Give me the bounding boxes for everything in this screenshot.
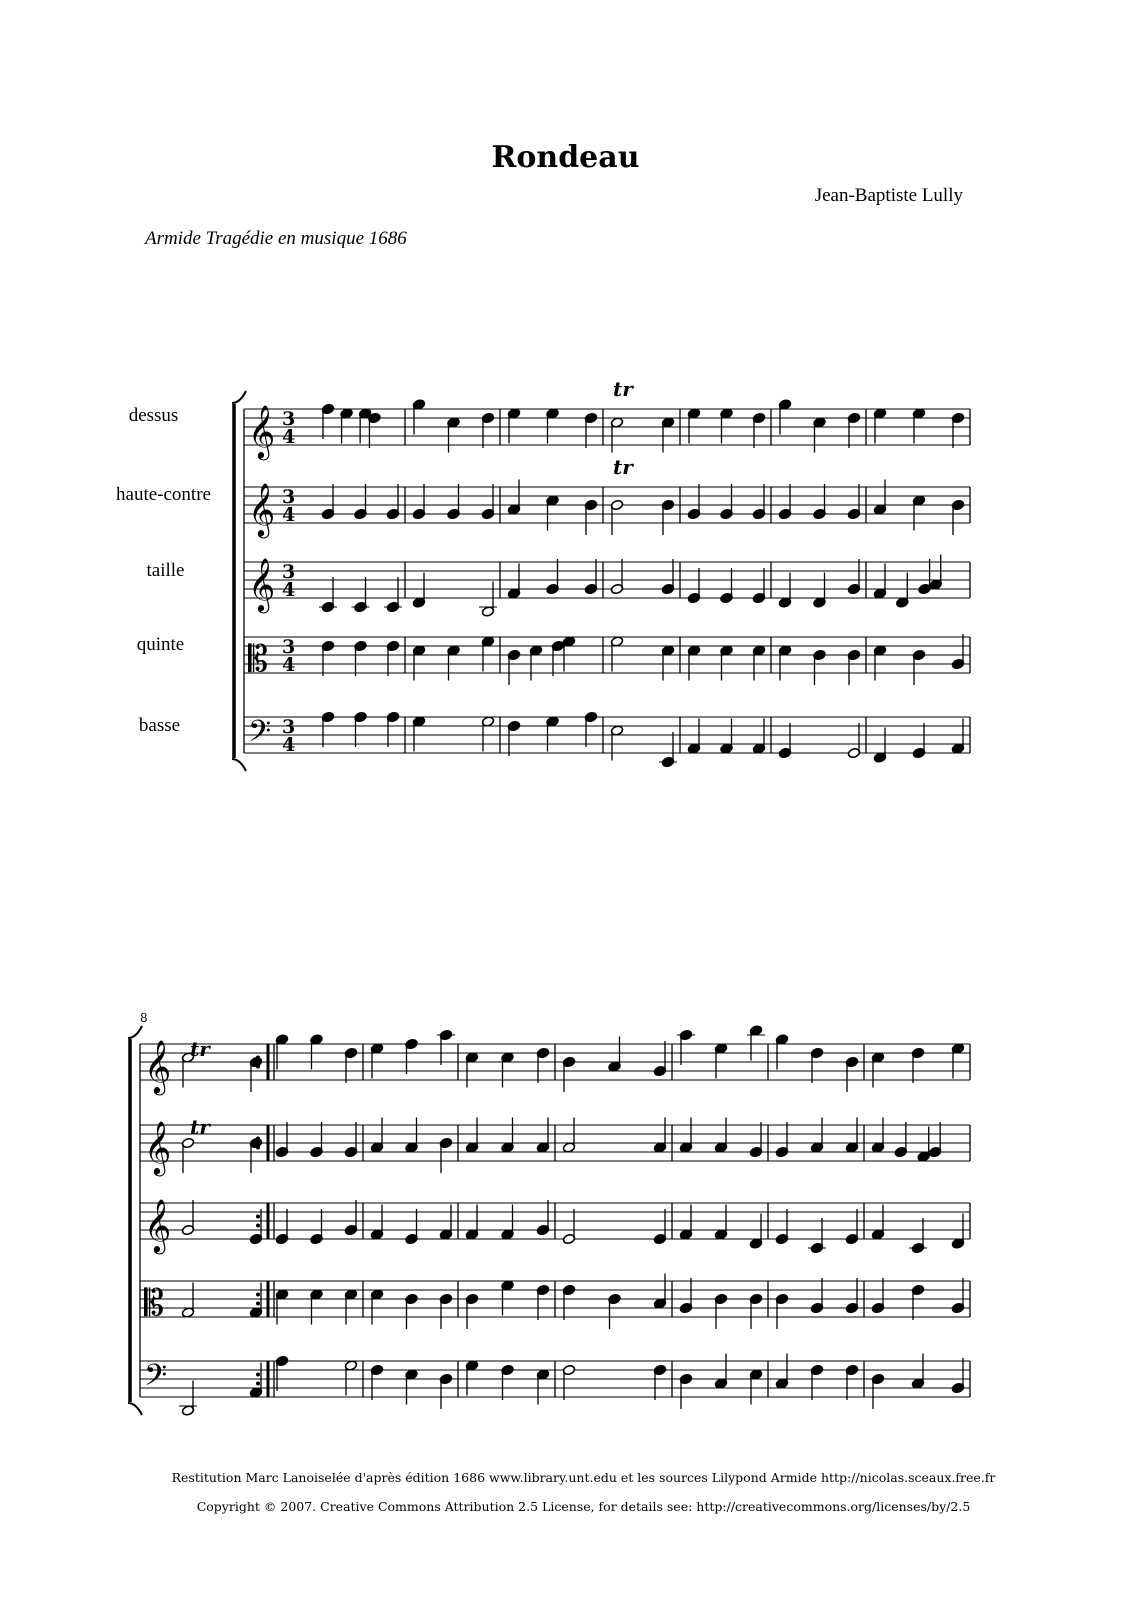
score-system-1 — [232, 377, 970, 771]
time-signature-top: 3 — [282, 408, 296, 430]
treble-clef-icon: 𝄞 — [248, 482, 276, 536]
time-signature-top: 3 — [282, 561, 296, 583]
time-signature-top: 3 — [282, 716, 296, 738]
time-signature-bottom: 4 — [282, 504, 296, 526]
repeat-dot — [256, 1065, 260, 1069]
time-signature-top: 3 — [282, 486, 296, 508]
score-system-2 — [128, 1011, 970, 1416]
instrument-label-quinte: quinte — [136, 634, 185, 655]
alto-clef-icon: 𝄡 — [248, 639, 269, 680]
treble-clef-icon: 𝄞 — [248, 557, 276, 611]
trill-ornament: tr — [613, 455, 633, 479]
composer: Jean-Baptiste Lully — [814, 185, 963, 206]
bass-clef-icon: 𝄢 — [248, 715, 272, 756]
repeat-dot — [256, 1215, 260, 1219]
trill-ornament: tr — [190, 1115, 210, 1139]
time-signature-top: 3 — [282, 636, 296, 658]
time-signature-bottom: 4 — [282, 426, 296, 448]
repeat-dot — [256, 1382, 260, 1386]
time-signature-bottom: 4 — [282, 579, 296, 601]
repeat-dot — [256, 1373, 260, 1377]
footer-source-note: Restitution Marc Lanoiselée d'après édition 1686 www.library.unt.edu et les sources Lilypond Armide http://nicolas.sceaux.free.fr — [171, 1470, 996, 1485]
repeat-dot — [256, 1302, 260, 1306]
time-signature-bottom: 4 — [282, 734, 296, 756]
treble-clef-icon: 𝄞 — [144, 1039, 172, 1093]
treble-clef-icon: 𝄞 — [144, 1120, 172, 1174]
trill-ornament: tr — [190, 1037, 210, 1061]
repeat-dot — [256, 1224, 260, 1228]
repeat-dot — [256, 1293, 260, 1297]
repeat-dot — [256, 1146, 260, 1150]
bass-clef-icon: 𝄢 — [144, 1359, 168, 1400]
footer-copyright: Copyright © 2007. Creative Commons Attribution 2.5 License, for details see: http://creativecommons.org/licenses/by/2.5 — [196, 1499, 971, 1514]
bracket-bottom-curl — [128, 1403, 142, 1415]
page-title: Rondeau — [491, 140, 640, 175]
treble-clef-icon: 𝄞 — [144, 1198, 172, 1252]
repeat-dot — [256, 1137, 260, 1141]
time-signature-bottom: 4 — [282, 654, 296, 676]
instrument-label-dessus: dessus — [128, 405, 179, 426]
trill-ornament: tr — [613, 377, 633, 401]
alto-clef-icon: 𝄡 — [144, 1283, 165, 1324]
bracket-top-curl — [128, 1026, 142, 1038]
measure-number: 8 — [140, 1011, 148, 1025]
bracket-top-curl — [232, 391, 246, 403]
treble-clef-icon: 𝄞 — [248, 404, 276, 458]
bracket-bottom-curl — [232, 759, 246, 771]
instrument-label-haute-contre: haute-contre — [116, 484, 211, 505]
instrument-label-taille: taille — [146, 560, 185, 581]
instrument-label-basse: basse — [138, 715, 181, 736]
opus-subtitle: Armide Tragédie en musique 1686 — [145, 228, 407, 249]
repeat-dot — [256, 1056, 260, 1060]
